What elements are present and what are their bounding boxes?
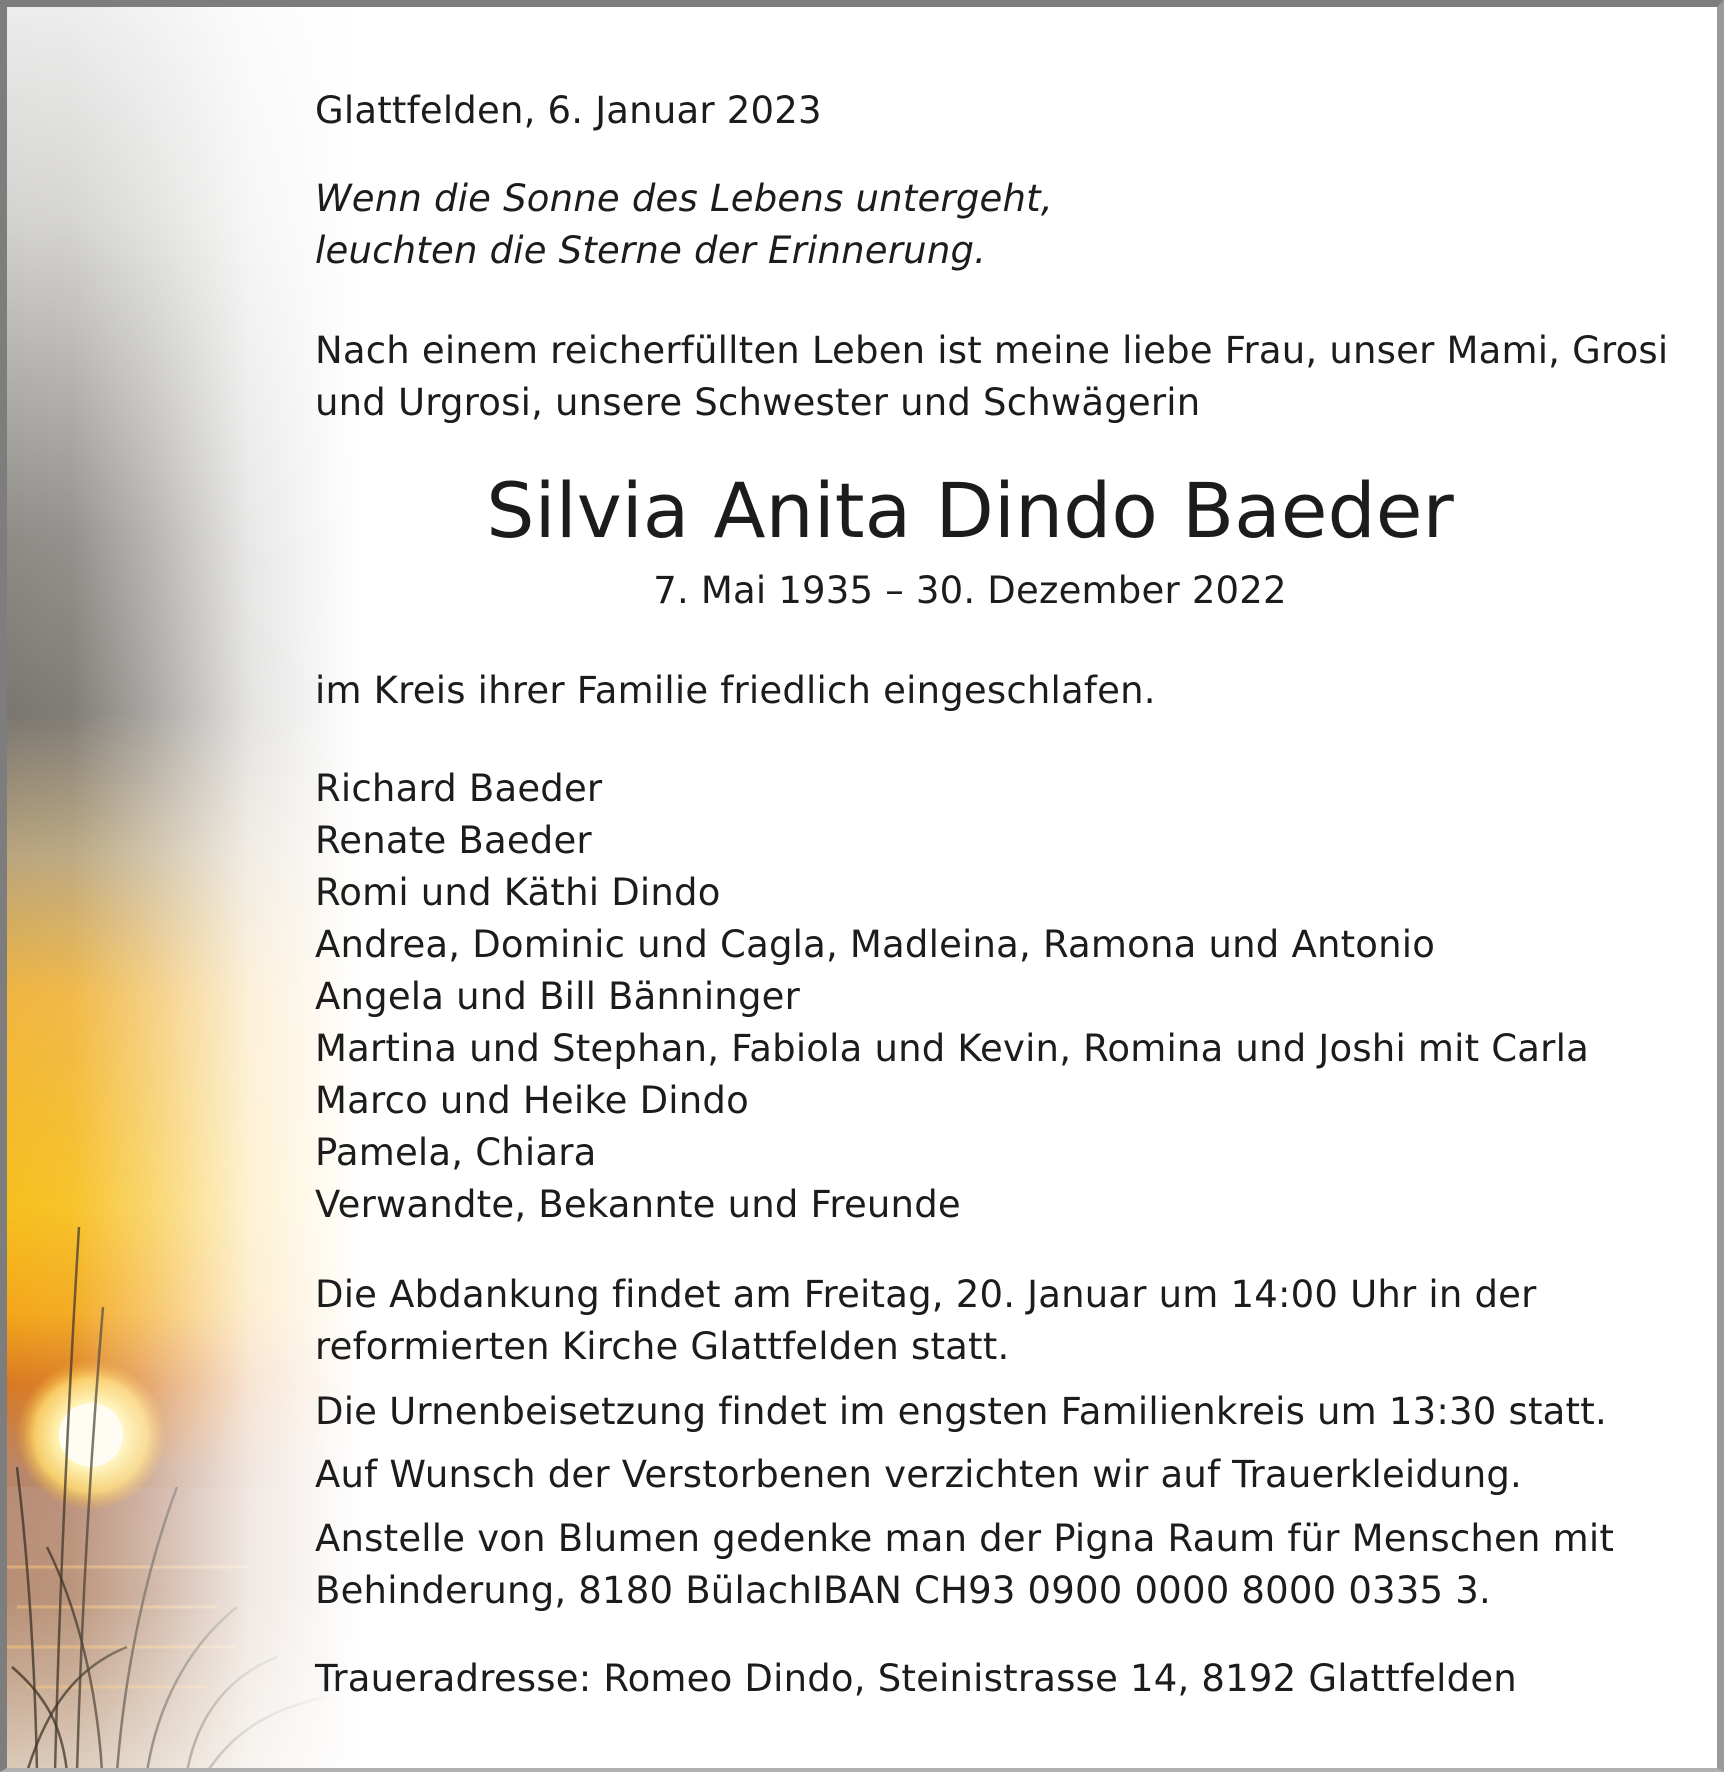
deceased-name: Silvia Anita Dindo Baeder [486,466,1454,555]
mourner-5: Angela und Bill Bänninger [315,975,801,1018]
place-date: Glattfelden, 6. Januar 2023 [315,89,822,132]
mourner-3: Romi und Käthi Dindo [315,871,721,914]
intro-line-1: Nach einem reicherfüllten Leben ist meine liebe Frau, unser Mami, Grosi [315,329,1669,372]
mourning-address: Traueradresse: Romeo Dindo, Steinistrasse 14, 8192 Glattfelden [315,1657,1517,1700]
mourner-6: Martina und Stephan, Fabiola und Kevin, Romina und Joshi mit Carla [315,1027,1589,1070]
dress-code: Auf Wunsch der Verstorbenen verzichten wir auf Trauerkleidung. [315,1453,1523,1496]
mourner-1: Richard Baeder [315,767,603,810]
motto-line-1: Wenn die Sonne des Lebens untergeht, [315,177,1053,220]
donation-line-1: Anstelle von Blumen gedenke man der Pigna Raum für Menschen mit [315,1517,1615,1560]
service-line-2: reformierten Kirche Glattfelden statt. [315,1325,1010,1368]
life-dates: 7. Mai 1935 – 30. Dezember 2022 [653,569,1287,612]
motto-line-2: leuchten die Sterne der Erinnerung. [315,229,987,272]
mourner-7: Marco und Heike Dindo [315,1079,749,1122]
donation-line-2: Behinderung, 8180 BülachIBAN CH93 0900 0000 8000 0335 3. [315,1569,1491,1612]
service-line-1: Die Abdankung findet am Freitag, 20. Januar um 14:00 Uhr in der [315,1273,1537,1316]
passing-text: im Kreis ihrer Familie friedlich eingeschlafen. [315,669,1156,712]
mourner-9: Verwandte, Bekannte und Freunde [315,1183,961,1226]
urn-burial: Die Urnenbeisetzung findet im engsten Familienkreis um 13:30 statt. [315,1390,1607,1433]
mourner-2: Renate Baeder [315,819,592,862]
mourner-4: Andrea, Dominic und Cagla, Madleina, Ramona und Antonio [315,923,1436,966]
intro-line-2: und Urgrosi, unsere Schwester und Schwägerin [315,381,1201,424]
mourner-8: Pamela, Chiara [315,1131,597,1174]
